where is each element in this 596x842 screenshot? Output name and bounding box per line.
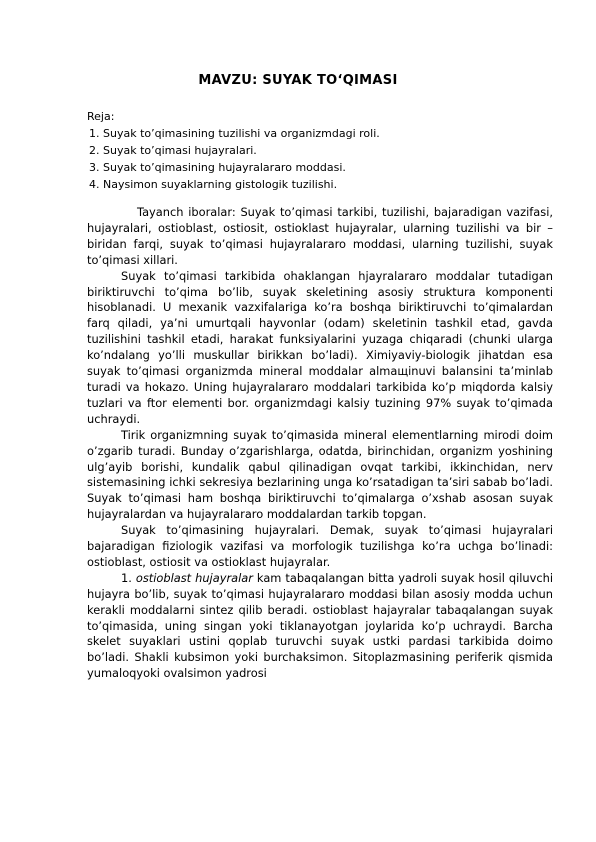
plan-label: Reja: xyxy=(87,110,115,123)
plan-item: 3. Suyak to’qimasining hujayralararo moddasi. xyxy=(89,161,346,174)
keywords-paragraph: Tayanch iboralar: Suyak to’qimasi tarkibi, tuzilishi, bajaradigan vazifasi, hujayralari, ostioblast, ostiosit, ostioklast hujayralar, ularning tuzilishi va bir – biridan farqi, suyak to’qimasi hujayralararo moddasi, ularning tuzilishi, suyak to’qimasi xillari. xyxy=(87,205,553,267)
body-text xyxy=(87,205,553,682)
paragraph-text: kam tabaqalangan bitta yadroli suyak hosil qiluvchi hujayra bo’lib, suyak to’qimasi hujayralararo moddasi bilan asosiy modda uchun kerakli moddalarni sintez qilib beradi. ostioblast hajayralar tabaqalangan suyak to’qimasida, uning singan yoki tiklanayotgan joylarida ko’p uchraydi. Barcha skelet suyaklari ustini qoplab turuvchi suyak ustki pardasi tarkibida doimo bo’ladi. Shakli kubsimon yoki burchaksimon. Sitoplazmasining periferik qismida yumaloqyoki ovalsimon yadrosi xyxy=(87,570,554,681)
paragraph-number: 1. xyxy=(121,570,132,585)
term-osteoblast: ostioblast hujayralar xyxy=(135,570,253,585)
body-paragraph: Suyak to’qimasining hujayralari. Demak, suyak to’qimasi hujayralari bajaradigan fiziologik vazifasi va morfologik tuzilishga ko’ra uchga bo’linadi: ostioblast, ostiosit va ostioklast hujayralar. xyxy=(87,523,553,569)
osteoblast-paragraph xyxy=(87,571,553,682)
plan-item: 2. Suyak to’qimasi hujayralari. xyxy=(89,144,257,157)
body-paragraph: Suyak to’qimasi tarkibida ohaklangan hjayralararo moddalar tutadigan biriktiruvchi to’qima bo’lib, suyak skeletining asosiy struktura komponenti hisoblanadi. U mexanik vazxifalariga ko’ra boshqa biriktiruvchi to’qimalardan farq qiladi, ya’ni umurtqali hayvonlar (odam) skeletinin tashkil etad, gavda tuzilishini tashkil etadi, harakat funksiyalarini yuzaga chiqaradi (chunki ularga ko’ndalang yo’lli muskullar birikkan bo’ladi). Ximiyaviy-biologik jihatdan esa suyak to’qimasi organizmda mineral moddalar almaщinuvi balansini ta’minlab turadi va hokazo. Uning hujayralararo moddalari tarkibida ko’p miqdorda kalsiy tuzlari va ftor elementi bor. organizmdagi kalsiy tuzining 97% suyak to’qimada uchraydi. xyxy=(87,268,553,426)
plan-item: 4. Naysimon suyaklarning gistologik tuzilishi. xyxy=(89,178,338,191)
plan-section xyxy=(87,108,380,193)
plan-list xyxy=(87,125,380,193)
plan-item: 1. Suyak to’qimasining tuzilishi va organizmdagi roli. xyxy=(89,127,380,140)
body-paragraph: Tirik organizmning suyak to’qimasida mineral elementlarning mirodi doim o’zgarib turadi. Bunday o’zgarishlarga, odatda, birinchidan, organizm yoshining ulg’ayib borishi, kundalik qabul qilinadigan ovqat tarkibi, ikkinchidan, nerv sistemasining ichki sekresiya bezlarining unga ko’rsatadigan ta’siri sabab bo’ladi. Suyak to’qimasi ham boshqa biriktiruvchi to’qimalarga o’xshab asosan suyak hujayralardan va hujayralararo moddalardan tarkib topgan. xyxy=(87,427,553,522)
page-title: MAVZU: SUYAK TO‘QIMASI xyxy=(198,73,398,88)
